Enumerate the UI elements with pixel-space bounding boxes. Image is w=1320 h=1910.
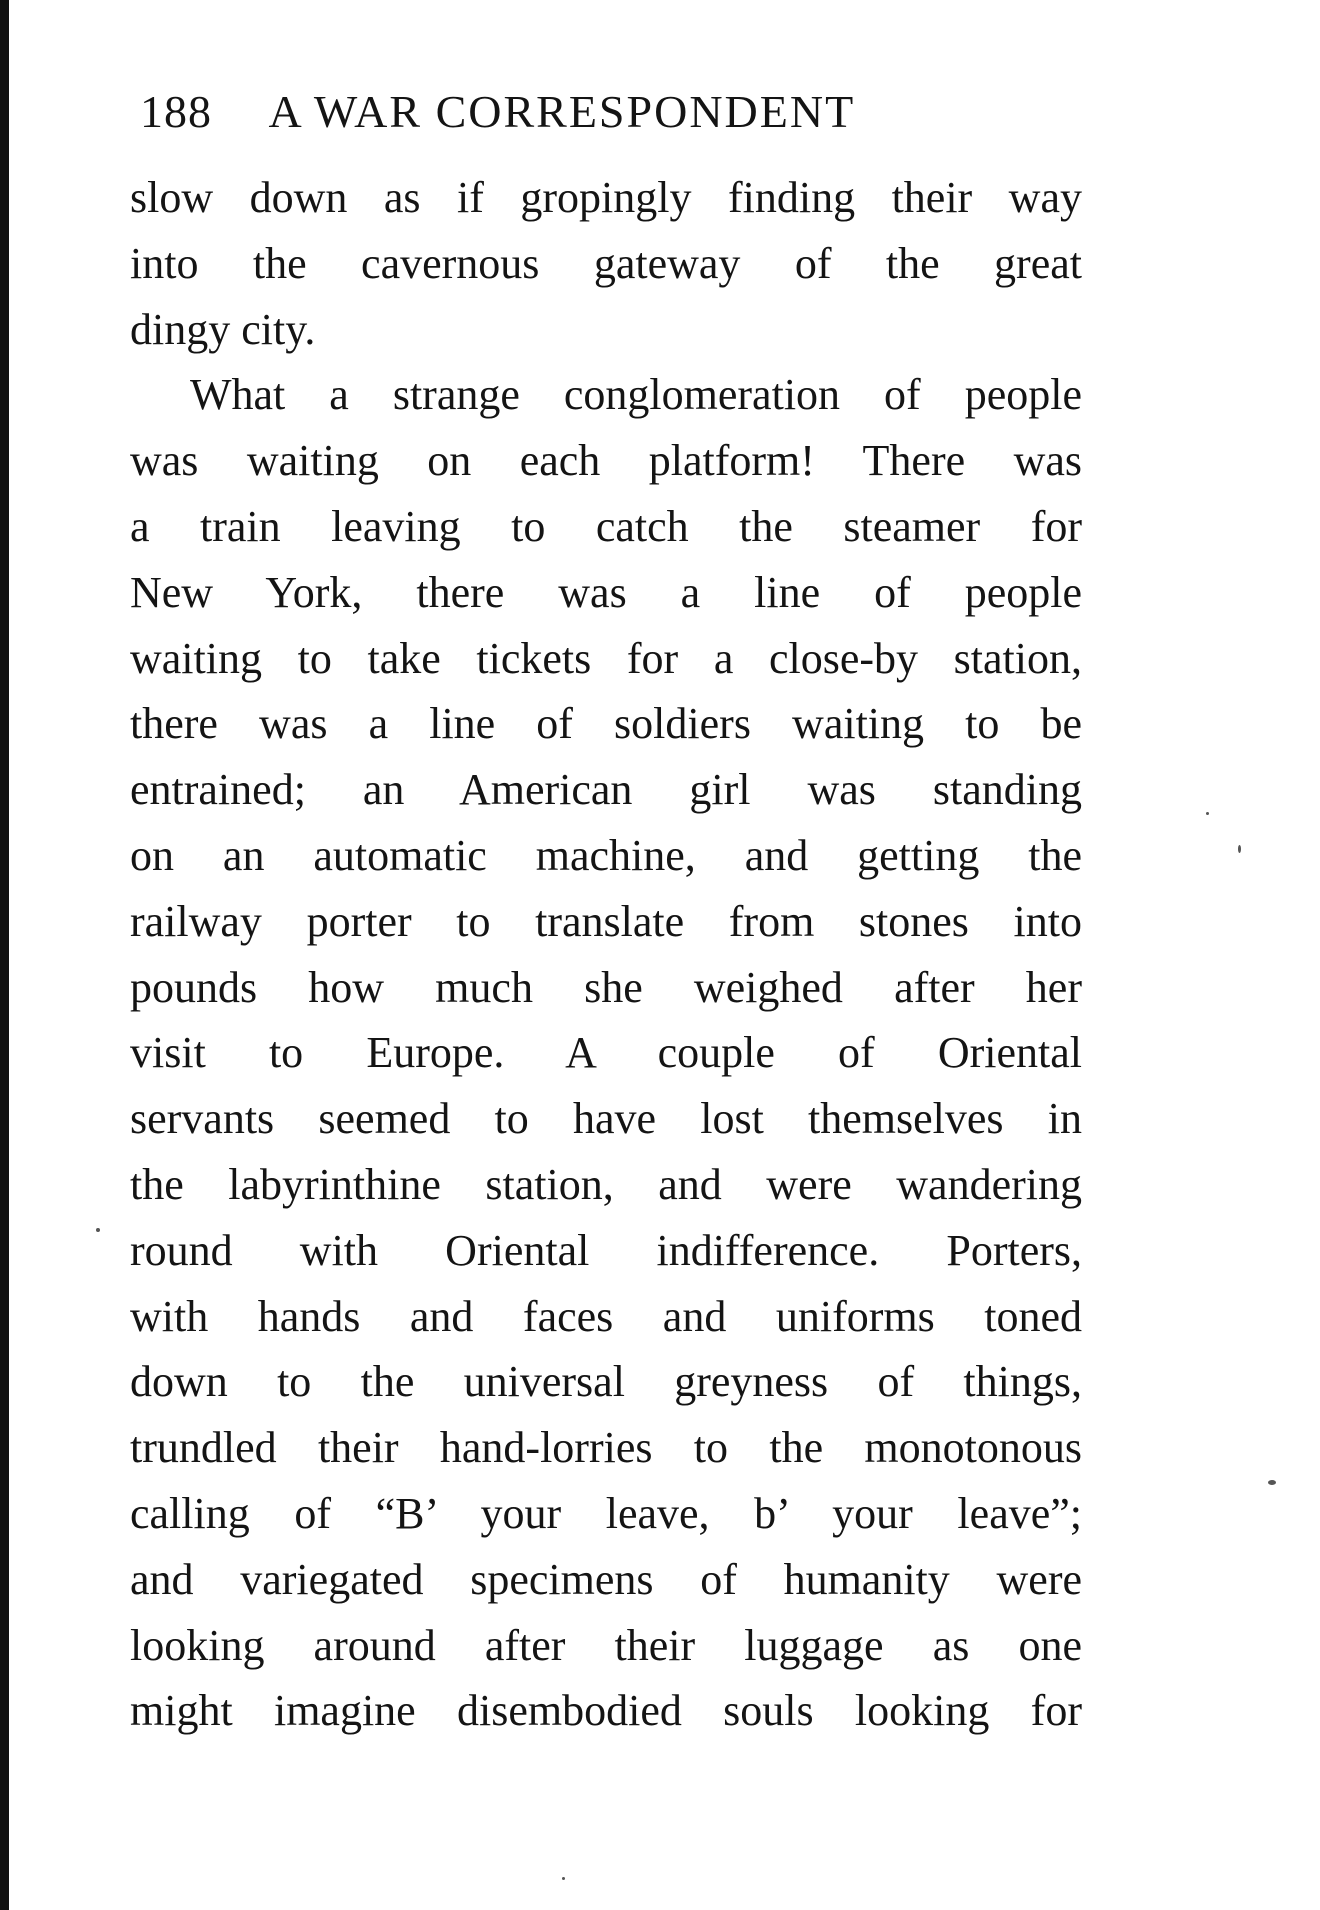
text-line: New York, there was a line of people xyxy=(130,567,1082,617)
paper-speck xyxy=(96,1228,100,1232)
paper-speck xyxy=(1238,845,1241,853)
text-line: might imagine disembodied souls looking for xyxy=(130,1686,1082,1736)
text-line: a train leaving to catch the steamer for xyxy=(130,501,1082,551)
text-line: with hands and faces and uniforms toned xyxy=(130,1291,1082,1341)
text-line: and variegated specimens of humanity were xyxy=(130,1554,1082,1604)
text-line: waiting to take tickets for a close-by station, xyxy=(130,633,1082,683)
text-line: dingy city. xyxy=(130,304,316,354)
text-line: entrained; an American girl was standing xyxy=(130,765,1082,815)
text-line: What a strange conglomeration of people xyxy=(190,370,1082,420)
text-line: down to the universal greyness of things, xyxy=(130,1357,1082,1407)
page-number: 188 xyxy=(140,86,212,137)
text-line: looking around after their luggage as one xyxy=(130,1620,1082,1670)
text-line: servants seemed to have lost themselves in xyxy=(130,1094,1082,1144)
running-head-title: A WAR CORRESPONDENT xyxy=(268,86,856,137)
text-line: into the cavernous gateway of the great xyxy=(130,238,1082,288)
text-line: round with Oriental indifference. Porters, xyxy=(130,1225,1082,1275)
text-line: the labyrinthine station, and were wandering xyxy=(130,1159,1082,1209)
text-line: visit to Europe. A couple of Oriental xyxy=(130,1028,1082,1078)
text-line: on an automatic machine, and getting the xyxy=(130,830,1082,880)
text-line: railway porter to translate from stones into xyxy=(130,896,1082,946)
text-line: there was a line of soldiers waiting to be xyxy=(130,699,1082,749)
paper-speck xyxy=(1206,812,1209,815)
running-head xyxy=(140,82,855,142)
text-line: slow down as if gropingly finding their way xyxy=(130,173,1082,222)
body-text xyxy=(130,165,1082,1744)
paper-speck xyxy=(1268,1480,1276,1485)
text-line: was waiting on each platform! There was xyxy=(130,436,1082,486)
text-line: pounds how much she weighed after her xyxy=(130,962,1082,1012)
text-line: calling of “B’ your leave, b’ your leave”; xyxy=(130,1488,1082,1538)
paper-speck xyxy=(562,1877,565,1880)
text-line: trundled their hand-lorries to the monotonous xyxy=(130,1423,1082,1473)
